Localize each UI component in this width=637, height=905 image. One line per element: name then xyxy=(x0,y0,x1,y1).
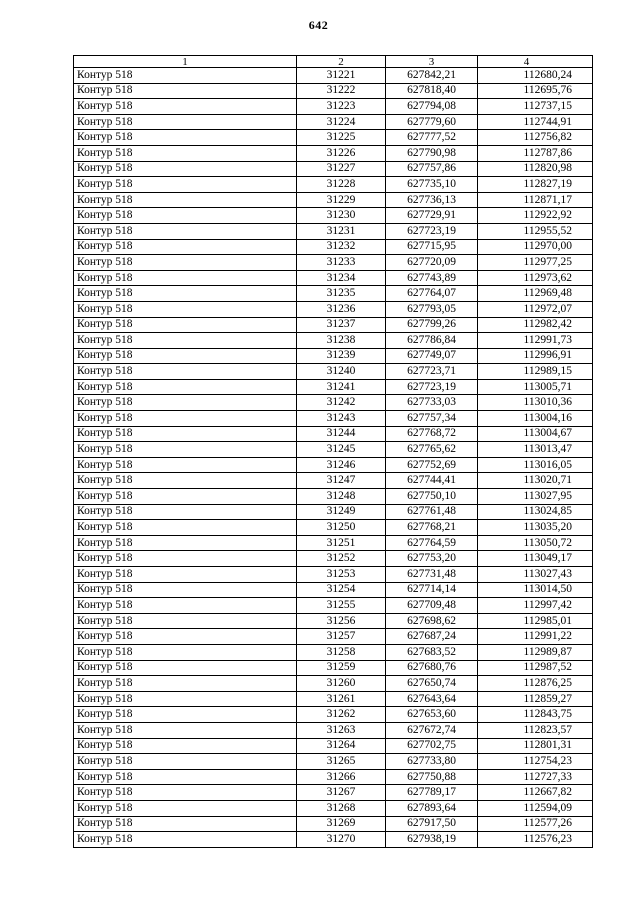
table-row xyxy=(74,333,593,349)
x-coordinate-cell: 627757,34 xyxy=(386,411,478,427)
y-coordinate-cell: 112997,42 xyxy=(478,598,593,614)
contour-name-cell: Контур 518 xyxy=(74,364,297,380)
table-row xyxy=(74,99,593,115)
contour-name-cell: Контур 518 xyxy=(74,333,297,349)
table-row xyxy=(74,379,593,395)
contour-name-cell: Контур 518 xyxy=(74,379,297,395)
x-coordinate-cell: 627764,07 xyxy=(386,286,478,302)
table-row xyxy=(74,208,593,224)
table-row xyxy=(74,457,593,473)
y-coordinate-cell: 112991,73 xyxy=(478,333,593,349)
table-row xyxy=(74,598,593,614)
contour-name-cell: Контур 518 xyxy=(74,660,297,676)
y-coordinate-cell: 113013,47 xyxy=(478,442,593,458)
contour-name-cell: Контур 518 xyxy=(74,644,297,660)
point-number-cell: 31235 xyxy=(297,286,386,302)
table-row xyxy=(74,738,593,754)
x-coordinate-cell: 627723,19 xyxy=(386,379,478,395)
contour-name-cell: Контур 518 xyxy=(74,473,297,489)
table-row xyxy=(74,800,593,816)
x-coordinate-cell: 627733,80 xyxy=(386,754,478,770)
x-coordinate-cell: 627720,09 xyxy=(386,255,478,271)
column-header-3: 3 xyxy=(386,56,478,68)
x-coordinate-cell: 627764,59 xyxy=(386,535,478,551)
point-number-cell: 31252 xyxy=(297,551,386,567)
y-coordinate-cell: 112973,62 xyxy=(478,270,593,286)
y-coordinate-cell: 113027,43 xyxy=(478,567,593,583)
y-coordinate-cell: 112982,42 xyxy=(478,317,593,333)
contour-name-cell: Контур 518 xyxy=(74,239,297,255)
y-coordinate-cell: 113020,71 xyxy=(478,473,593,489)
table-row xyxy=(74,395,593,411)
table-row xyxy=(74,426,593,442)
y-coordinate-cell: 112970,00 xyxy=(478,239,593,255)
x-coordinate-cell: 627765,62 xyxy=(386,442,478,458)
y-coordinate-cell: 113014,50 xyxy=(478,582,593,598)
y-coordinate-cell: 112977,25 xyxy=(478,255,593,271)
y-coordinate-cell: 113035,20 xyxy=(478,520,593,536)
x-coordinate-cell: 627643,64 xyxy=(386,691,478,707)
contour-name-cell: Контур 518 xyxy=(74,68,297,84)
y-coordinate-cell: 112727,33 xyxy=(478,769,593,785)
contour-name-cell: Контур 518 xyxy=(74,629,297,645)
y-coordinate-cell: 112989,15 xyxy=(478,364,593,380)
x-coordinate-cell: 627761,48 xyxy=(386,504,478,520)
x-coordinate-cell: 627680,76 xyxy=(386,660,478,676)
x-coordinate-cell: 627768,21 xyxy=(386,520,478,536)
y-coordinate-cell: 112843,75 xyxy=(478,707,593,723)
y-coordinate-cell: 112972,07 xyxy=(478,301,593,317)
contour-name-cell: Контур 518 xyxy=(74,738,297,754)
point-number-cell: 31240 xyxy=(297,364,386,380)
contour-name-cell: Контур 518 xyxy=(74,442,297,458)
point-number-cell: 31266 xyxy=(297,769,386,785)
y-coordinate-cell: 113024,85 xyxy=(478,504,593,520)
contour-name-cell: Контур 518 xyxy=(74,613,297,629)
contour-name-cell: Контур 518 xyxy=(74,785,297,801)
contour-name-cell: Контур 518 xyxy=(74,582,297,598)
point-number-cell: 31225 xyxy=(297,130,386,146)
table-row xyxy=(74,192,593,208)
y-coordinate-cell: 112823,57 xyxy=(478,722,593,738)
table-body xyxy=(74,68,593,848)
point-number-cell: 31227 xyxy=(297,161,386,177)
point-number-cell: 31261 xyxy=(297,691,386,707)
point-number-cell: 31236 xyxy=(297,301,386,317)
point-number-cell: 31232 xyxy=(297,239,386,255)
point-number-cell: 31233 xyxy=(297,255,386,271)
table-row xyxy=(74,286,593,302)
x-coordinate-cell: 627794,08 xyxy=(386,99,478,115)
x-coordinate-cell: 627777,52 xyxy=(386,130,478,146)
x-coordinate-cell: 627768,72 xyxy=(386,426,478,442)
y-coordinate-cell: 112737,15 xyxy=(478,99,593,115)
x-coordinate-cell: 627687,24 xyxy=(386,629,478,645)
x-coordinate-cell: 627650,74 xyxy=(386,676,478,692)
contour-name-cell: Контур 518 xyxy=(74,411,297,427)
contour-name-cell: Контур 518 xyxy=(74,270,297,286)
y-coordinate-cell: 112827,19 xyxy=(478,177,593,193)
y-coordinate-cell: 112754,23 xyxy=(478,754,593,770)
x-coordinate-cell: 627799,26 xyxy=(386,317,478,333)
y-coordinate-cell: 113010,36 xyxy=(478,395,593,411)
point-number-cell: 31221 xyxy=(297,68,386,84)
table-row xyxy=(74,114,593,130)
table-row xyxy=(74,722,593,738)
x-coordinate-cell: 627729,91 xyxy=(386,208,478,224)
x-coordinate-cell: 627917,50 xyxy=(386,816,478,832)
table-row xyxy=(74,613,593,629)
table-header xyxy=(74,56,593,68)
point-number-cell: 31250 xyxy=(297,520,386,536)
x-coordinate-cell: 627736,13 xyxy=(386,192,478,208)
point-number-cell: 31262 xyxy=(297,707,386,723)
table-row xyxy=(74,161,593,177)
point-number-cell: 31243 xyxy=(297,411,386,427)
table-row xyxy=(74,411,593,427)
point-number-cell: 31269 xyxy=(297,816,386,832)
table-row xyxy=(74,145,593,161)
contour-name-cell: Контур 518 xyxy=(74,769,297,785)
table-row xyxy=(74,301,593,317)
contour-name-cell: Контур 518 xyxy=(74,551,297,567)
table-row xyxy=(74,754,593,770)
y-coordinate-cell: 112594,09 xyxy=(478,800,593,816)
table-row xyxy=(74,520,593,536)
x-coordinate-cell: 627842,21 xyxy=(386,68,478,84)
x-coordinate-cell: 627744,41 xyxy=(386,473,478,489)
contour-name-cell: Контур 518 xyxy=(74,816,297,832)
contour-name-cell: Контур 518 xyxy=(74,286,297,302)
table-row xyxy=(74,629,593,645)
point-number-cell: 31223 xyxy=(297,99,386,115)
contour-name-cell: Контур 518 xyxy=(74,535,297,551)
contour-name-cell: Контур 518 xyxy=(74,754,297,770)
point-number-cell: 31248 xyxy=(297,489,386,505)
x-coordinate-cell: 627750,88 xyxy=(386,769,478,785)
y-coordinate-cell: 113004,67 xyxy=(478,426,593,442)
header-row xyxy=(74,56,593,68)
table-row xyxy=(74,255,593,271)
x-coordinate-cell: 627790,98 xyxy=(386,145,478,161)
x-coordinate-cell: 627757,86 xyxy=(386,161,478,177)
x-coordinate-cell: 627750,10 xyxy=(386,489,478,505)
point-number-cell: 31264 xyxy=(297,738,386,754)
table-row xyxy=(74,676,593,692)
point-number-cell: 31263 xyxy=(297,722,386,738)
contour-name-cell: Контур 518 xyxy=(74,223,297,239)
point-number-cell: 31246 xyxy=(297,457,386,473)
table-row xyxy=(74,660,593,676)
point-number-cell: 31237 xyxy=(297,317,386,333)
y-coordinate-cell: 112989,87 xyxy=(478,644,593,660)
point-number-cell: 31226 xyxy=(297,145,386,161)
contour-name-cell: Контур 518 xyxy=(74,114,297,130)
x-coordinate-cell: 627714,14 xyxy=(386,582,478,598)
contour-name-cell: Контур 518 xyxy=(74,800,297,816)
table-row xyxy=(74,489,593,505)
y-coordinate-cell: 113016,05 xyxy=(478,457,593,473)
table-row xyxy=(74,177,593,193)
table-row xyxy=(74,567,593,583)
point-number-cell: 31258 xyxy=(297,644,386,660)
point-number-cell: 31244 xyxy=(297,426,386,442)
contour-name-cell: Контур 518 xyxy=(74,832,297,848)
contour-name-cell: Контур 518 xyxy=(74,348,297,364)
point-number-cell: 31257 xyxy=(297,629,386,645)
table-row xyxy=(74,644,593,660)
contour-name-cell: Контур 518 xyxy=(74,130,297,146)
point-number-cell: 31265 xyxy=(297,754,386,770)
contour-name-cell: Контур 518 xyxy=(74,722,297,738)
y-coordinate-cell: 113050,72 xyxy=(478,535,593,551)
table-row xyxy=(74,832,593,848)
contour-name-cell: Контур 518 xyxy=(74,161,297,177)
x-coordinate-cell: 627723,71 xyxy=(386,364,478,380)
x-coordinate-cell: 627893,64 xyxy=(386,800,478,816)
x-coordinate-cell: 627653,60 xyxy=(386,707,478,723)
x-coordinate-cell: 627793,05 xyxy=(386,301,478,317)
contour-name-cell: Контур 518 xyxy=(74,145,297,161)
column-header-2: 2 xyxy=(297,56,386,68)
column-header-1: 1 xyxy=(74,56,297,68)
y-coordinate-cell: 113005,71 xyxy=(478,379,593,395)
y-coordinate-cell: 112955,52 xyxy=(478,223,593,239)
table-row xyxy=(74,83,593,99)
contour-name-cell: Контур 518 xyxy=(74,99,297,115)
y-coordinate-cell: 112876,25 xyxy=(478,676,593,692)
contour-name-cell: Контур 518 xyxy=(74,395,297,411)
y-coordinate-cell: 112756,82 xyxy=(478,130,593,146)
y-coordinate-cell: 112820,98 xyxy=(478,161,593,177)
y-coordinate-cell: 112801,31 xyxy=(478,738,593,754)
point-number-cell: 31230 xyxy=(297,208,386,224)
x-coordinate-cell: 627702,75 xyxy=(386,738,478,754)
contour-name-cell: Контур 518 xyxy=(74,489,297,505)
point-number-cell: 31247 xyxy=(297,473,386,489)
contour-name-cell: Контур 518 xyxy=(74,177,297,193)
table-row xyxy=(74,130,593,146)
x-coordinate-cell: 627735,10 xyxy=(386,177,478,193)
x-coordinate-cell: 627786,84 xyxy=(386,333,478,349)
y-coordinate-cell: 112577,26 xyxy=(478,816,593,832)
contour-name-cell: Контур 518 xyxy=(74,567,297,583)
table-row xyxy=(74,348,593,364)
x-coordinate-cell: 627818,40 xyxy=(386,83,478,99)
table-row xyxy=(74,691,593,707)
table-row xyxy=(74,707,593,723)
x-coordinate-cell: 627698,62 xyxy=(386,613,478,629)
y-coordinate-cell: 112744,91 xyxy=(478,114,593,130)
point-number-cell: 31254 xyxy=(297,582,386,598)
y-coordinate-cell: 112969,48 xyxy=(478,286,593,302)
y-coordinate-cell: 112871,17 xyxy=(478,192,593,208)
column-header-4: 4 xyxy=(478,56,593,68)
contour-name-cell: Контур 518 xyxy=(74,426,297,442)
y-coordinate-cell: 112680,24 xyxy=(478,68,593,84)
y-coordinate-cell: 113049,17 xyxy=(478,551,593,567)
table-row xyxy=(74,317,593,333)
contour-name-cell: Контур 518 xyxy=(74,208,297,224)
point-number-cell: 31234 xyxy=(297,270,386,286)
x-coordinate-cell: 627753,20 xyxy=(386,551,478,567)
point-number-cell: 31224 xyxy=(297,114,386,130)
x-coordinate-cell: 627743,89 xyxy=(386,270,478,286)
x-coordinate-cell: 627683,52 xyxy=(386,644,478,660)
y-coordinate-cell: 112987,52 xyxy=(478,660,593,676)
y-coordinate-cell: 112985,01 xyxy=(478,613,593,629)
contour-name-cell: Контур 518 xyxy=(74,691,297,707)
contour-name-cell: Контур 518 xyxy=(74,520,297,536)
contour-name-cell: Контур 518 xyxy=(74,676,297,692)
point-number-cell: 31241 xyxy=(297,379,386,395)
point-number-cell: 31231 xyxy=(297,223,386,239)
x-coordinate-cell: 627672,74 xyxy=(386,722,478,738)
table-row xyxy=(74,551,593,567)
x-coordinate-cell: 627938,19 xyxy=(386,832,478,848)
y-coordinate-cell: 112859,27 xyxy=(478,691,593,707)
y-coordinate-cell: 112991,22 xyxy=(478,629,593,645)
contour-name-cell: Контур 518 xyxy=(74,255,297,271)
point-number-cell: 31270 xyxy=(297,832,386,848)
y-coordinate-cell: 113004,16 xyxy=(478,411,593,427)
contour-name-cell: Контур 518 xyxy=(74,598,297,614)
point-number-cell: 31267 xyxy=(297,785,386,801)
y-coordinate-cell: 112695,76 xyxy=(478,83,593,99)
x-coordinate-cell: 627715,95 xyxy=(386,239,478,255)
table-row xyxy=(74,270,593,286)
contour-name-cell: Контур 518 xyxy=(74,317,297,333)
table-row xyxy=(74,442,593,458)
x-coordinate-cell: 627779,60 xyxy=(386,114,478,130)
x-coordinate-cell: 627733,03 xyxy=(386,395,478,411)
point-number-cell: 31260 xyxy=(297,676,386,692)
table-row xyxy=(74,68,593,84)
table-row xyxy=(74,816,593,832)
x-coordinate-cell: 627749,07 xyxy=(386,348,478,364)
table-row xyxy=(74,504,593,520)
point-number-cell: 31253 xyxy=(297,567,386,583)
table-row xyxy=(74,473,593,489)
point-number-cell: 31238 xyxy=(297,333,386,349)
contour-name-cell: Контур 518 xyxy=(74,192,297,208)
x-coordinate-cell: 627789,17 xyxy=(386,785,478,801)
point-number-cell: 31228 xyxy=(297,177,386,193)
y-coordinate-cell: 112996,91 xyxy=(478,348,593,364)
x-coordinate-cell: 627752,69 xyxy=(386,457,478,473)
point-number-cell: 31245 xyxy=(297,442,386,458)
point-number-cell: 31239 xyxy=(297,348,386,364)
point-number-cell: 31251 xyxy=(297,535,386,551)
point-number-cell: 31255 xyxy=(297,598,386,614)
y-coordinate-cell: 112667,82 xyxy=(478,785,593,801)
contour-name-cell: Контур 518 xyxy=(74,301,297,317)
y-coordinate-cell: 113027,95 xyxy=(478,489,593,505)
point-number-cell: 31256 xyxy=(297,613,386,629)
table-row xyxy=(74,785,593,801)
contour-name-cell: Контур 518 xyxy=(74,504,297,520)
x-coordinate-cell: 627723,19 xyxy=(386,223,478,239)
y-coordinate-cell: 112922,92 xyxy=(478,208,593,224)
x-coordinate-cell: 627731,48 xyxy=(386,567,478,583)
table-row xyxy=(74,582,593,598)
page-number: 642 xyxy=(308,18,329,32)
coordinates-table xyxy=(73,55,593,848)
y-coordinate-cell: 112787,86 xyxy=(478,145,593,161)
point-number-cell: 31249 xyxy=(297,504,386,520)
point-number-cell: 31259 xyxy=(297,660,386,676)
contour-name-cell: Контур 518 xyxy=(74,83,297,99)
x-coordinate-cell: 627709,48 xyxy=(386,598,478,614)
table-row xyxy=(74,223,593,239)
table-row xyxy=(74,364,593,380)
y-coordinate-cell: 112576,23 xyxy=(478,832,593,848)
table-row xyxy=(74,239,593,255)
point-number-cell: 31222 xyxy=(297,83,386,99)
point-number-cell: 31229 xyxy=(297,192,386,208)
point-number-cell: 31268 xyxy=(297,800,386,816)
contour-name-cell: Контур 518 xyxy=(74,707,297,723)
contour-name-cell: Контур 518 xyxy=(74,457,297,473)
table-row xyxy=(74,769,593,785)
point-number-cell: 31242 xyxy=(297,395,386,411)
table-row xyxy=(74,535,593,551)
